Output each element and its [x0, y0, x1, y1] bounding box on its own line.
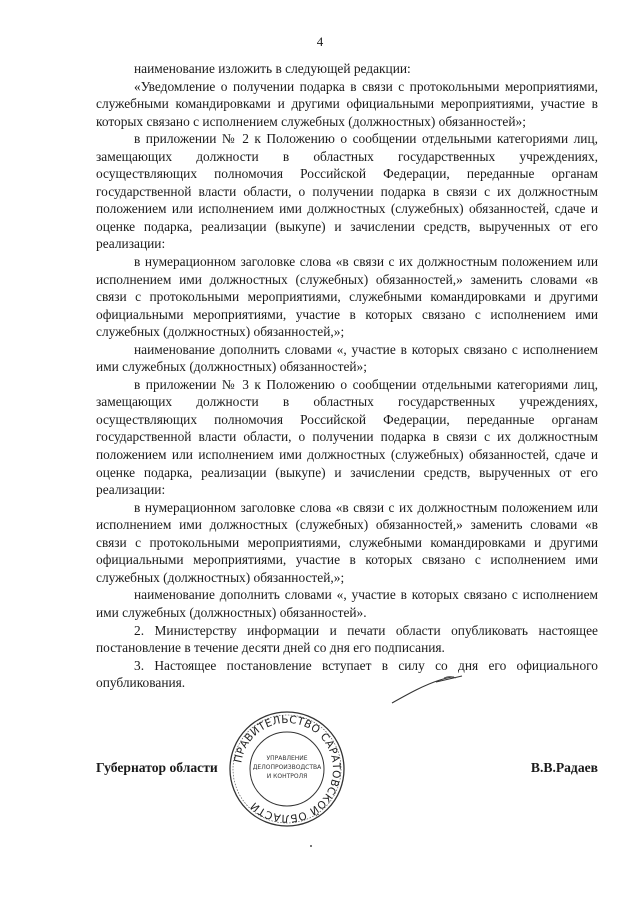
signatory-name: В.В.Радаев	[530, 760, 598, 775]
document-body	[96, 60, 598, 692]
official-seal	[228, 710, 346, 828]
paragraph: в приложении № 2 к Положению о сообщении отдельными категориями лиц, замещающих должности в областных государственных учреждениях, осуществляющих полномочия Российской Федерации, переданные органам государственной власти области, о получении подарка в связи с их должностным положением или исполнением ими должностных (служебных) обязанностей, сдаче и оценке подарка, реализации (выкупе) и зачислении средств, вырученных от его реализации:	[96, 131, 598, 252]
paragraph: 2. Министерству информации и печати области опубликовать настоящее постановление в течение десяти дней со дня его подписания.	[96, 622, 598, 656]
paragraph: в приложении № 3 к Положению о сообщении отдельными категориями лиц, замещающих должности в областных государственных учреждениях, осуществляющих полномочия Российской Федерации, переданные органам государственной власти области, о получении подарка в связи с их должностным положением или исполнением ими должностных (служебных) обязанностей, сдаче и оценке подарка, реализации (выкупе) и зачислении средств, вырученных от его реализации:	[96, 376, 598, 498]
paragraph: 3. Настоящее постановление вступает в силу со дня его официального опубликования.	[96, 657, 598, 691]
signatory-title: Губернатор области	[96, 760, 218, 775]
signature-block	[96, 760, 598, 784]
paragraph: наименование изложить в следующей редакции:	[134, 61, 411, 76]
handwritten-signature	[386, 672, 466, 708]
paragraph: в нумерационном заголовке слова «в связи с их должностным положением или исполнением ими должностных (служебных) обязанностей,» заменить словами «в связи с протокольными мероприятиями, служебными командировками и другими официальными мероприятиями, участие в которых связано с исполнением ими служебных (должностных) обязанностей,»;	[96, 254, 598, 340]
paragraph: наименование дополнить словами «, участие в которых связано с исполнением ими служебных (должностных) обязанностей».	[96, 587, 598, 620]
seal-center-line: ДЕЛОПРОИЗВОДСТВА	[252, 764, 322, 771]
seal-center-line: УПРАВЛЕНИЕ	[266, 755, 308, 762]
scan-speck	[310, 845, 312, 847]
paragraph: «Уведомление о получении подарка в связи с протокольными мероприятиями, служебными командировками и другими официальными мероприятиями, участие в которых связано с исполнением служебных (должностных) обязанностей»;	[96, 78, 598, 129]
page-number: 4	[316, 34, 324, 49]
paragraph: в нумерационном заголовке слова «в связи с их должностным положением или исполнением ими должностных (служебных) обязанностей,» заменить словами «в связи с протокольными мероприятиями, служебными командировками и другими официальными мероприятиями, участие в которых связано с исполнением ими служебных (должностных) обязанностей,»;	[96, 499, 598, 585]
seal-center-line: И КОНТРОЛЯ	[266, 773, 308, 780]
paragraph: наименование дополнить словами «, участие в которых связано с исполнением ими служебных (должностных) обязанностей»;	[96, 341, 598, 375]
seal-ring-text: ПРАВИТЕЛЬСТВО САРАТОВСКОЙ ОБЛАСТИ	[232, 713, 343, 825]
